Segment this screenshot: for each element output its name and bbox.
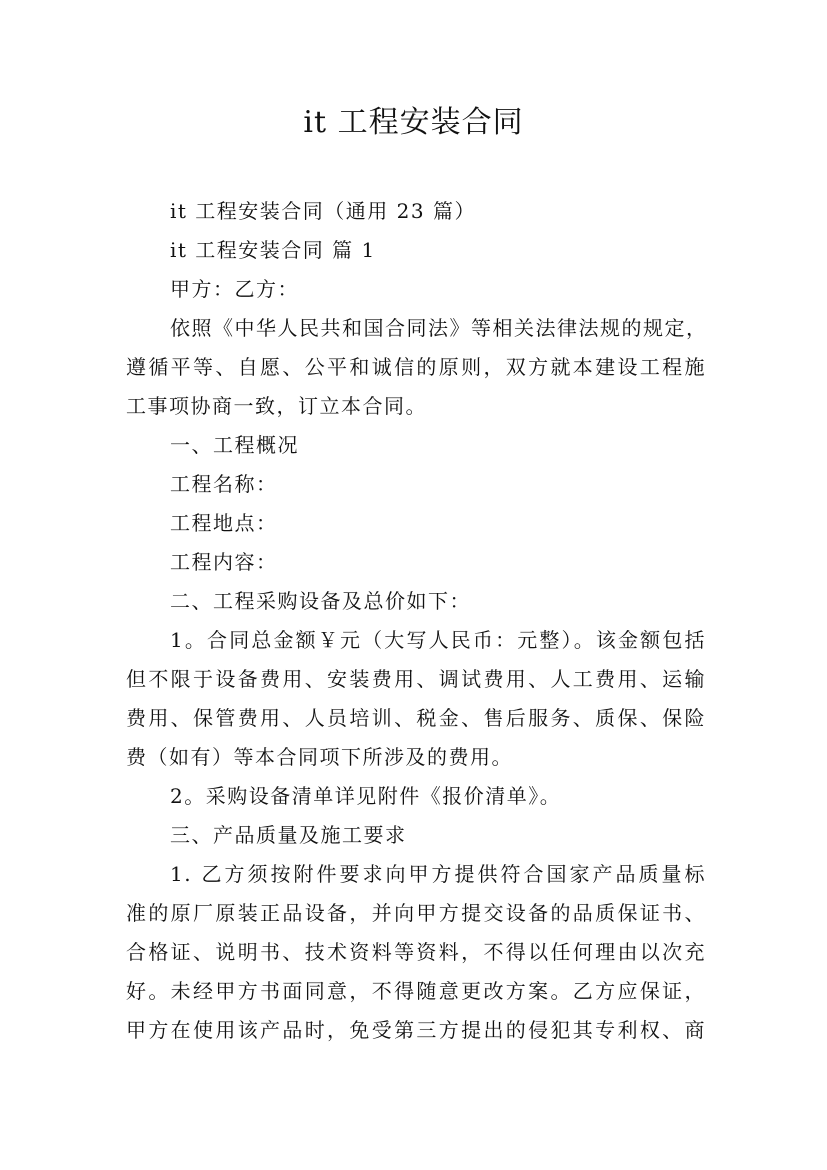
parties-line: 甲方：乙方： xyxy=(170,277,299,301)
document-title: it 工程安装合同 xyxy=(303,105,524,140)
field-line: 工程地点： xyxy=(170,511,278,535)
field-line: 工程名称： xyxy=(170,472,278,496)
paragraph-line: 工事项协商一致，订立本合同。 xyxy=(126,394,427,418)
paragraph-line: 费（如有）等本合同项下所涉及的费用。 xyxy=(126,745,513,769)
paragraph-line: 依照《中华人民共和国合同法》等相关法律法规的规定， xyxy=(170,316,708,340)
document-body xyxy=(126,192,706,1050)
section-heading-line: it 工程安装合同 篇 1 xyxy=(170,238,376,262)
subtitle-line: it 工程安装合同（通用 23 篇） xyxy=(170,199,476,223)
paragraph-line: 费用、保管费用、人员培训、税金、售后服务、质保、保险 xyxy=(126,706,706,730)
section-heading-line: 一、工程概况 xyxy=(170,433,299,457)
paragraph-line: 合格证、说明书、技术资料等资料，不得以任何理由以次充 xyxy=(126,940,706,964)
section-heading-line: 二、工程采购设备及总价如下： xyxy=(170,589,471,613)
paragraph-line: 甲方在使用该产品时，免受第三方提出的侵犯其专利权、商 xyxy=(126,1018,706,1042)
paragraph-line: 1. 乙方须按附件要求向甲方提供符合国家产品质量标 xyxy=(170,862,706,886)
paragraph-line: 2。采购设备清单详见附件《报价清单》。 xyxy=(170,784,562,808)
paragraph-line: 1。合同总金额￥元（大写人民币：元整）。该金额包括 xyxy=(170,628,706,652)
field-line: 工程内容： xyxy=(170,550,278,574)
section-heading-line: 三、产品质量及施工要求 xyxy=(170,823,407,847)
paragraph-line: 好。未经甲方书面同意，不得随意更改方案。乙方应保证， xyxy=(126,979,706,1003)
paragraph-line: 遵循平等、自愿、公平和诚信的原则，双方就本建设工程施 xyxy=(126,355,706,379)
paragraph-line: 准的原厂原装正品设备，并向甲方提交设备的品质保证书、 xyxy=(126,901,706,925)
paragraph-line: 但不限于设备费用、安装费用、调试费用、人工费用、运输 xyxy=(126,667,706,691)
